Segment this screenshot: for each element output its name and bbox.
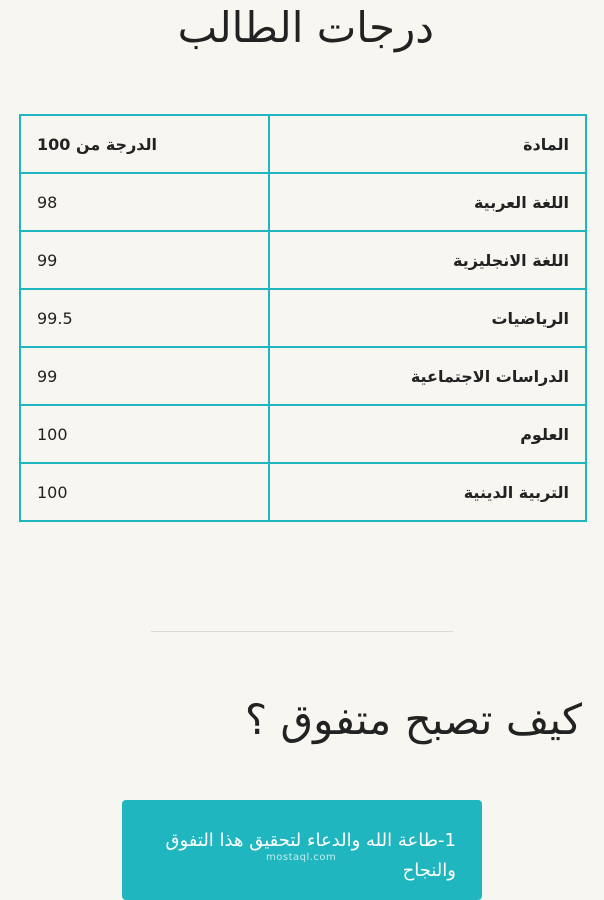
grade-cell: 99.5 [20, 289, 269, 347]
table-row [20, 463, 586, 521]
grade-cell: 99 [20, 347, 269, 405]
section-divider [151, 631, 453, 632]
table-header-row [20, 115, 586, 173]
header-grade: الدرجة من 100 [20, 115, 269, 173]
section-title: كيف تصبح متفوق ؟ [244, 695, 582, 744]
tip-card [122, 800, 482, 900]
table-row [20, 405, 586, 463]
table-row [20, 289, 586, 347]
subject-cell: الرياضيات [269, 289, 586, 347]
table-row [20, 173, 586, 231]
page-title: درجات الطالب [177, 3, 434, 52]
subject-cell: التربية الدينية [269, 463, 586, 521]
subject-cell: اللغة العربية [269, 173, 586, 231]
grades-table [19, 114, 587, 522]
subject-cell: العلوم [269, 405, 586, 463]
grade-cell: 99 [20, 231, 269, 289]
tip-text: 1-طاعة الله والدعاء لتحقيق هذا التفوق والنجاح [165, 830, 456, 881]
watermark: mostaql.com [266, 852, 337, 863]
table-row [20, 231, 586, 289]
subject-cell: اللغة الانجليزية [269, 231, 586, 289]
grade-cell: 98 [20, 173, 269, 231]
table-row [20, 347, 586, 405]
grade-cell: 100 [20, 463, 269, 521]
subject-cell: الدراسات الاجتماعية [269, 347, 586, 405]
grade-cell: 100 [20, 405, 269, 463]
header-subject: المادة [269, 115, 586, 173]
